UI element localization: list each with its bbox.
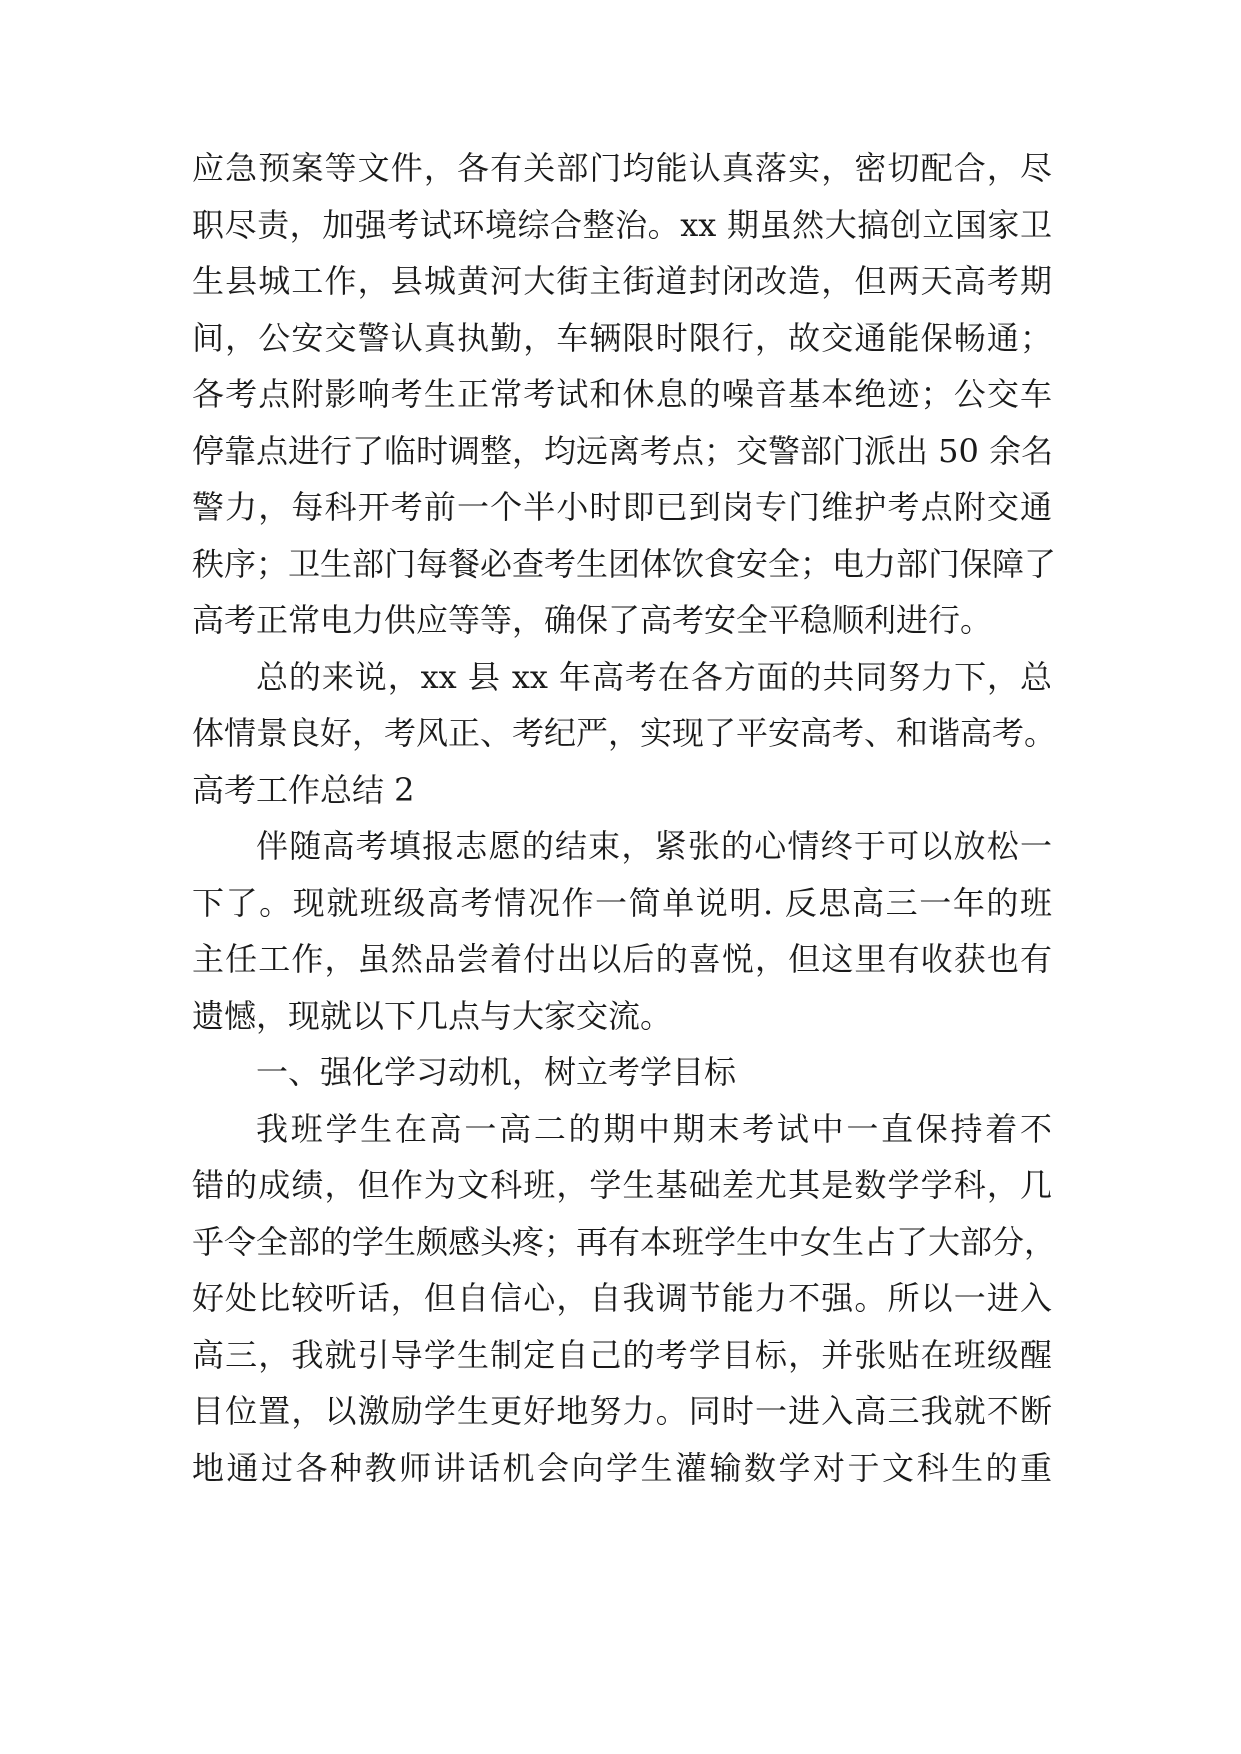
text-line: 秩序；卫生部门每餐必查考生团体饮食安全；电力部门保障了: [192, 544, 1057, 583]
text-line: 好处比较听话，但自信心，自我调节能力不强。所以一进入: [192, 1279, 1052, 1317]
text-line: 应急预案等文件，各有关部门均能认真落实，密切配合，尽: [192, 149, 1052, 187]
text-line: 下了。现就班级高考情况作一简单说明. 反思高三一年的班: [192, 883, 1052, 922]
text-line: 错的成绩，但作为文科班，学生基础差尤其是数学学科，几: [192, 1166, 1052, 1204]
text-line: 生县城工作，县城黄河大街主街道封闭改造，但两天高考期: [192, 262, 1052, 300]
text-line: 地通过各种教师讲话机会向学生灌输数学对于文科生的重: [192, 1448, 1052, 1487]
text-line: 体情景良好，考风正、考纪严，实现了平安高考、和谐高考。: [192, 714, 1057, 752]
text-line: 警力，每科开考前一个半小时即已到岗专门维护考点附交通: [192, 488, 1052, 526]
text-line: 目位置，以激励学生更好地努力。同时一进入高三我就不断: [192, 1392, 1052, 1430]
text-line: 职尽责，加强考试环境综合整治。xx 期虽然大搞创立国家卫: [192, 205, 1052, 244]
text-line: 我班学生在高一高二的期中期末考试中一直保持着不: [256, 1109, 1052, 1148]
text-line: 高考工作总结 2: [192, 770, 415, 809]
text-line: 主任工作，虽然品尝着付出以后的喜悦，但这里有收获也有: [192, 940, 1052, 978]
text-line: 遗憾，现就以下几点与大家交流。: [192, 996, 673, 1035]
text-line: 高考正常电力供应等等，确保了高考安全平稳顺利进行。: [192, 601, 993, 639]
document-page: [192, 140, 1057, 1496]
text-line: 总的来说，xx 县 xx 年高考在各方面的共同努力下，总: [256, 657, 1052, 696]
text-line: 各考点附影响考生正常考试和休息的噪音基本绝迹；公交车: [192, 375, 1052, 413]
text-line: 停靠点进行了临时调整，均远离考点；交警部门派出 50 余名: [192, 431, 1054, 470]
text-line: 间，公安交警认真执勤，车辆限时限行，故交通能保畅通；: [192, 318, 1052, 357]
text-line: 高三，我就引导学生制定自己的考学目标，并张贴在班级醒: [192, 1335, 1052, 1374]
text-line: 乎令全部的学生颇感头疼；再有本班学生中女生占了大部分，: [192, 1222, 1057, 1261]
text-line: 一、强化学习动机，树立考学目标: [256, 1053, 737, 1091]
text-line: 伴随高考填报志愿的结束，紧张的心情终于可以放松一: [256, 827, 1052, 865]
